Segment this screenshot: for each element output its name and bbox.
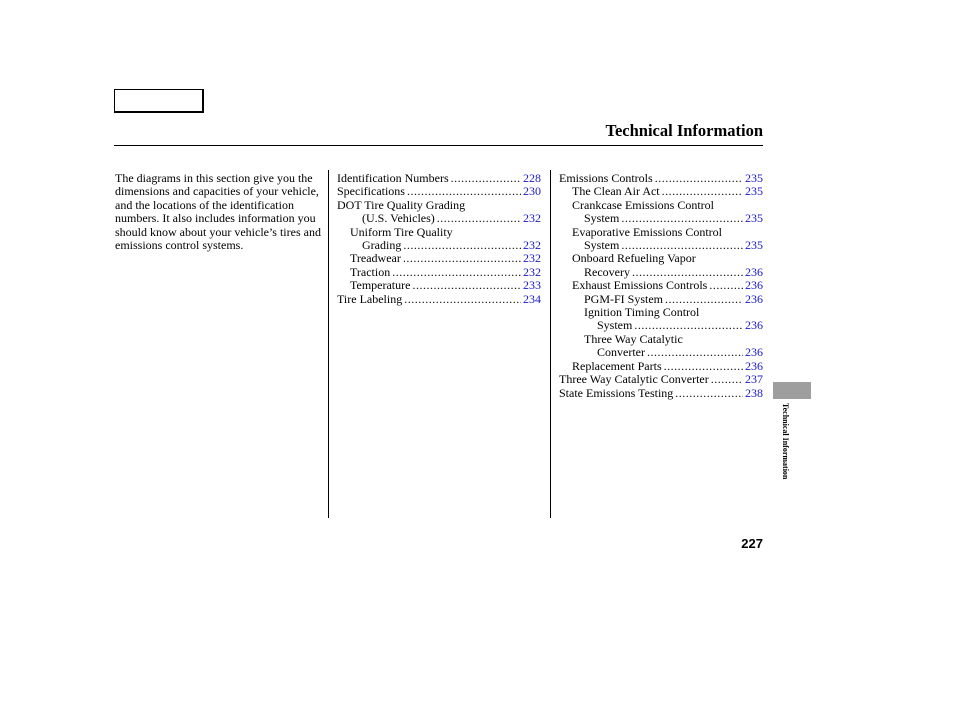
toc-page-link[interactable]: 238 xyxy=(745,385,763,400)
toc-entry-replacement-parts[interactable]: Replacement Parts ..... 236 xyxy=(559,360,763,373)
toc-page-link[interactable]: 232 xyxy=(523,251,541,266)
toc-page-link[interactable]: 232 xyxy=(523,238,541,253)
toc-page-link[interactable]: 235 xyxy=(745,184,763,199)
page-number: 227 xyxy=(741,536,763,551)
toc-entry-onboard-refueling-vapor[interactable]: Onboard Refueling Vapor xyxy=(572,251,696,266)
main-menu-button[interactable] xyxy=(114,89,204,113)
toc-entry-ignition-timing-control-cont[interactable]: System ..... 236 xyxy=(559,319,763,332)
toc-entry-temperature[interactable]: Temperature ..... 233 xyxy=(337,279,541,292)
toc-entry-traction[interactable]: Traction ..... 232 xyxy=(337,266,541,279)
section-title: Technical Information xyxy=(605,121,763,140)
toc-entry-three-way-catalytic-cont[interactable]: Converter ..... 236 xyxy=(559,346,763,359)
toc-page-link[interactable]: 234 xyxy=(523,291,541,306)
toc-entry-evaporative-emissions-control[interactable]: Evaporative Emissions Control xyxy=(572,224,722,239)
toc-page-link[interactable]: 237 xyxy=(745,372,763,387)
toc-page-link[interactable]: 236 xyxy=(745,358,763,373)
toc-page-link[interactable]: 232 xyxy=(523,264,541,279)
toc-entry-emissions-controls[interactable]: Emissions Controls ..... 235 xyxy=(559,172,763,185)
toc-page-link[interactable]: 235 xyxy=(745,238,763,253)
toc-page-link[interactable]: 232 xyxy=(523,211,541,226)
toc-column-left xyxy=(337,172,541,306)
toc-entry-clean-air-act[interactable]: The Clean Air Act ..... 235 xyxy=(559,185,763,198)
toc-entry-tire-labeling[interactable]: Tire Labeling ..... 234 xyxy=(337,293,541,306)
toc-entry-treadwear[interactable]: Treadwear ..... 232 xyxy=(337,252,541,265)
toc-entry-crankcase-emissions-control[interactable]: Crankcase Emissions Control xyxy=(572,197,714,212)
intro-paragraph: The diagrams in this section give you the dimensions and capacities of your vehicle, and the locations of the identification numbers. It also includes information you should know about your vehicle’s tires and emissions control systems. xyxy=(115,171,321,253)
toc-page-link[interactable]: 236 xyxy=(745,318,763,333)
toc-entry-evaporative-emissions-control-cont[interactable]: System ..... 235 xyxy=(559,239,763,252)
toc-page-link[interactable]: 236 xyxy=(745,264,763,279)
toc-entry-specifications[interactable]: Specifications ..... 230 xyxy=(337,185,541,198)
toc-entry-dot-tire-quality-grading-cont[interactable]: (U.S. Vehicles) ..... 232 xyxy=(337,212,541,225)
section-tab-label: Technical Information xyxy=(781,403,790,480)
toc-entry-exhaust-emissions-controls[interactable]: Exhaust Emissions Controls ..... 236 xyxy=(559,279,763,292)
toc-page-link[interactable]: 230 xyxy=(523,184,541,199)
toc-page-link[interactable]: 236 xyxy=(745,345,763,360)
toc-entry-crankcase-emissions-control-cont[interactable]: System ..... 235 xyxy=(559,212,763,225)
toc-entry-identification-numbers[interactable]: Identification Numbers ..... 228 xyxy=(337,172,541,185)
toc-page-link[interactable]: 228 xyxy=(523,171,541,185)
column-divider xyxy=(550,170,551,518)
toc-entry-uniform-tire-quality-cont[interactable]: Grading ..... 232 xyxy=(337,239,541,252)
section-tab[interactable] xyxy=(773,382,811,399)
toc-page-link[interactable]: 235 xyxy=(745,211,763,226)
header-divider xyxy=(114,145,763,146)
toc-page-link[interactable]: 233 xyxy=(523,278,541,293)
toc-entry-uniform-tire-quality[interactable]: Uniform Tire Quality xyxy=(350,224,453,239)
column-divider xyxy=(328,170,329,518)
toc-page-link[interactable]: 235 xyxy=(745,171,763,185)
toc-page-link[interactable]: 236 xyxy=(745,278,763,293)
toc-column-right xyxy=(559,172,763,400)
toc-entry-state-emissions-testing[interactable]: State Emissions Testing ..... 238 xyxy=(559,387,763,400)
toc-page-link[interactable]: 236 xyxy=(745,291,763,306)
toc-entry-three-way-catalytic[interactable]: Three Way Catalytic xyxy=(584,331,683,346)
toc-entry-pgm-fi-system[interactable]: PGM-FI System ..... 236 xyxy=(559,293,763,306)
toc-entry-dot-tire-quality-grading[interactable]: DOT Tire Quality Grading xyxy=(337,197,466,212)
toc-entry-three-way-catalytic-converter[interactable]: Three Way Catalytic Converter ..... 237 xyxy=(559,373,763,386)
toc-entry-ignition-timing-control[interactable]: Ignition Timing Control xyxy=(584,305,700,320)
toc-entry-onboard-refueling-vapor-cont[interactable]: Recovery ..... 236 xyxy=(559,266,763,279)
